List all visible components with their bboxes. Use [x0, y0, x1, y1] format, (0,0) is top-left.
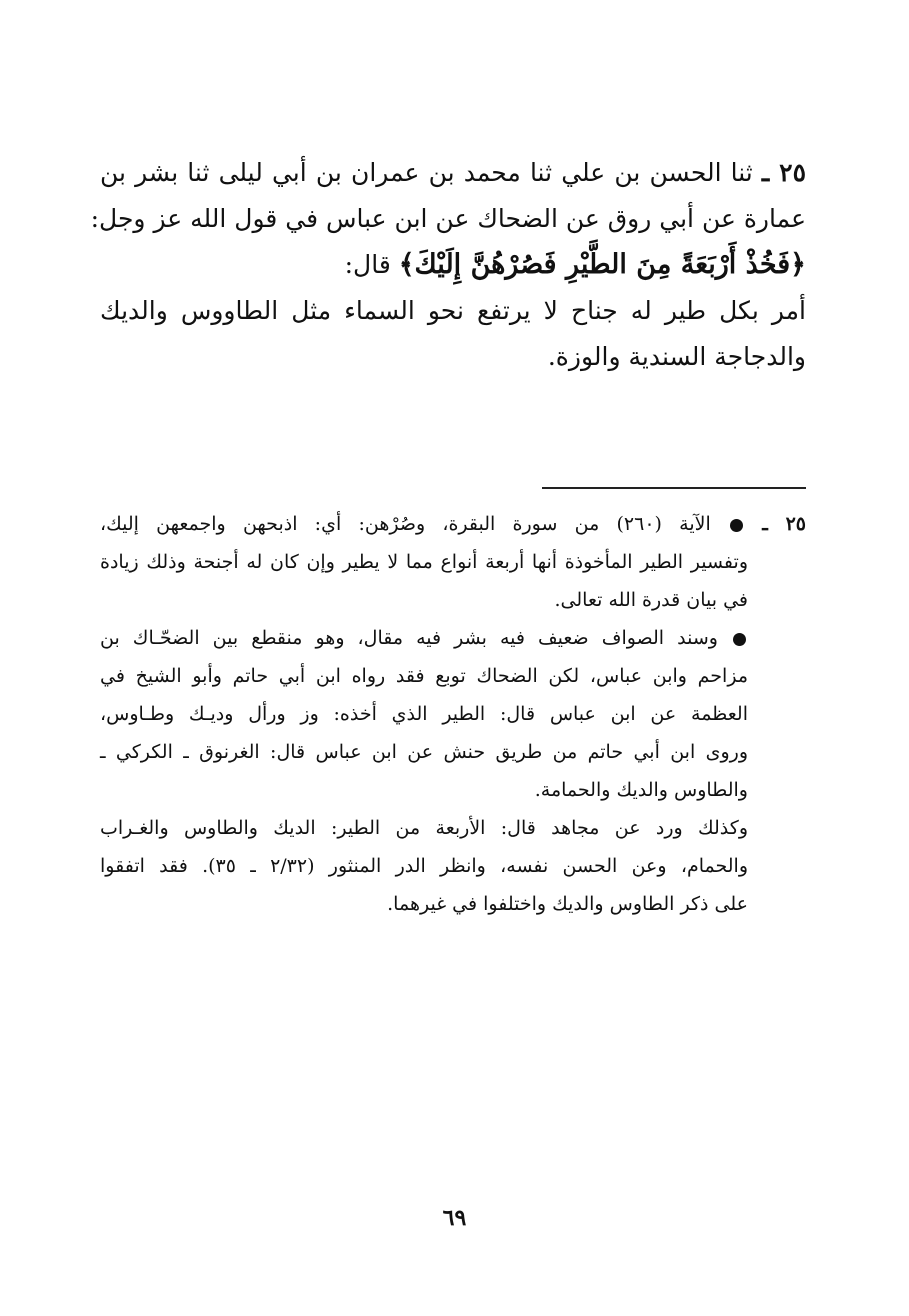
note-text: الآية (٢٦٠) من سورة البقرة، وصُرْهن: أي: اذبحهن واجمعهن إليك،: [100, 513, 711, 535]
page-number: ٦٩: [442, 1205, 467, 1231]
note-line: [100, 885, 806, 923]
main-line: [100, 242, 806, 288]
quran-verse: ﴿فَخُذْ أَرْبَعَةً مِنَ الطَّيْرِ فَصُرْهُنَّ إِلَيْكَ﴾: [398, 249, 806, 280]
note-text: والطاوس والديك والحمامة.: [534, 779, 748, 801]
main-line-text: والدجاجة السندية والوزة.: [547, 342, 806, 371]
note-text: وكذلك ورد عن مجاهد قال: الأربعة من الطير: الديك والطاوس والغـراب: [100, 817, 748, 839]
note-text: مزاحم وابن عباس، لكن الضحاك توبع فقد رواه ابن أبي حاتم وأبو الشيخ في: [100, 665, 748, 687]
main-line-text: عمارة عن أبي روق عن الضحاك عن ابن عباس في قول الله عز وجل:: [90, 204, 806, 233]
note-text: والحمام، وعن الحسن نفسه، وانظر الدر المنثور (٢/٣٢ ـ ٣٥). فقد اتفقوا: [100, 855, 748, 877]
footnotes: [100, 505, 806, 923]
note-line: [100, 809, 806, 847]
bullet-icon: [730, 519, 743, 532]
hadith-number: ٢٥ ـ: [761, 158, 806, 187]
main-line-text: قال:: [344, 250, 391, 279]
note-text: وروى ابن أبي حاتم من طريق حنش عن ابن عباس قال: الغرنوق ـ الكركي ـ: [100, 741, 748, 763]
note-text: في بيان قدرة الله تعالى.: [554, 589, 748, 611]
main-line: [100, 150, 806, 196]
main-line: [100, 334, 806, 380]
note-line: [100, 771, 806, 809]
note-line: [100, 543, 806, 581]
note-line: [100, 695, 806, 733]
note-line: [100, 619, 806, 657]
note-number: ٢٥ ـ: [762, 513, 806, 535]
bullet-icon: [733, 633, 746, 646]
note-text: العظمة عن ابن عباس قال: الطير الذي أخذه: وز ورأل وديـك وطـاوس،: [100, 703, 748, 725]
main-line: [100, 288, 806, 334]
note-line: [100, 505, 806, 543]
footnote-divider: [542, 487, 806, 489]
note-line: [100, 657, 806, 695]
note-text: وسند الصواف ضعيف فيه بشر فيه مقال، وهو منقطع بين الضحّـاك بن: [100, 627, 718, 649]
note-line: [100, 847, 806, 885]
main-line-text: ثنا الحسن بن علي ثنا محمد بن عمران بن أبي ليلى ثنا بشر بن: [100, 158, 753, 187]
note-text: وتفسير الطير المأخوذة أنها أربعة أنواع مما لا يطير وإن كان له أجنحة وذلك زيادة: [100, 551, 748, 573]
note-text: على ذكر الطاوس والديك واختلفوا في غيرهما.: [387, 893, 748, 915]
main-line: [90, 196, 806, 242]
main-line-text: أمر بكل طير له جناح لا يرتفع نحو السماء مثل الطاووس والديك: [100, 296, 806, 325]
note-line: [100, 733, 806, 771]
note-line: [100, 581, 806, 619]
main-text: [90, 150, 806, 380]
